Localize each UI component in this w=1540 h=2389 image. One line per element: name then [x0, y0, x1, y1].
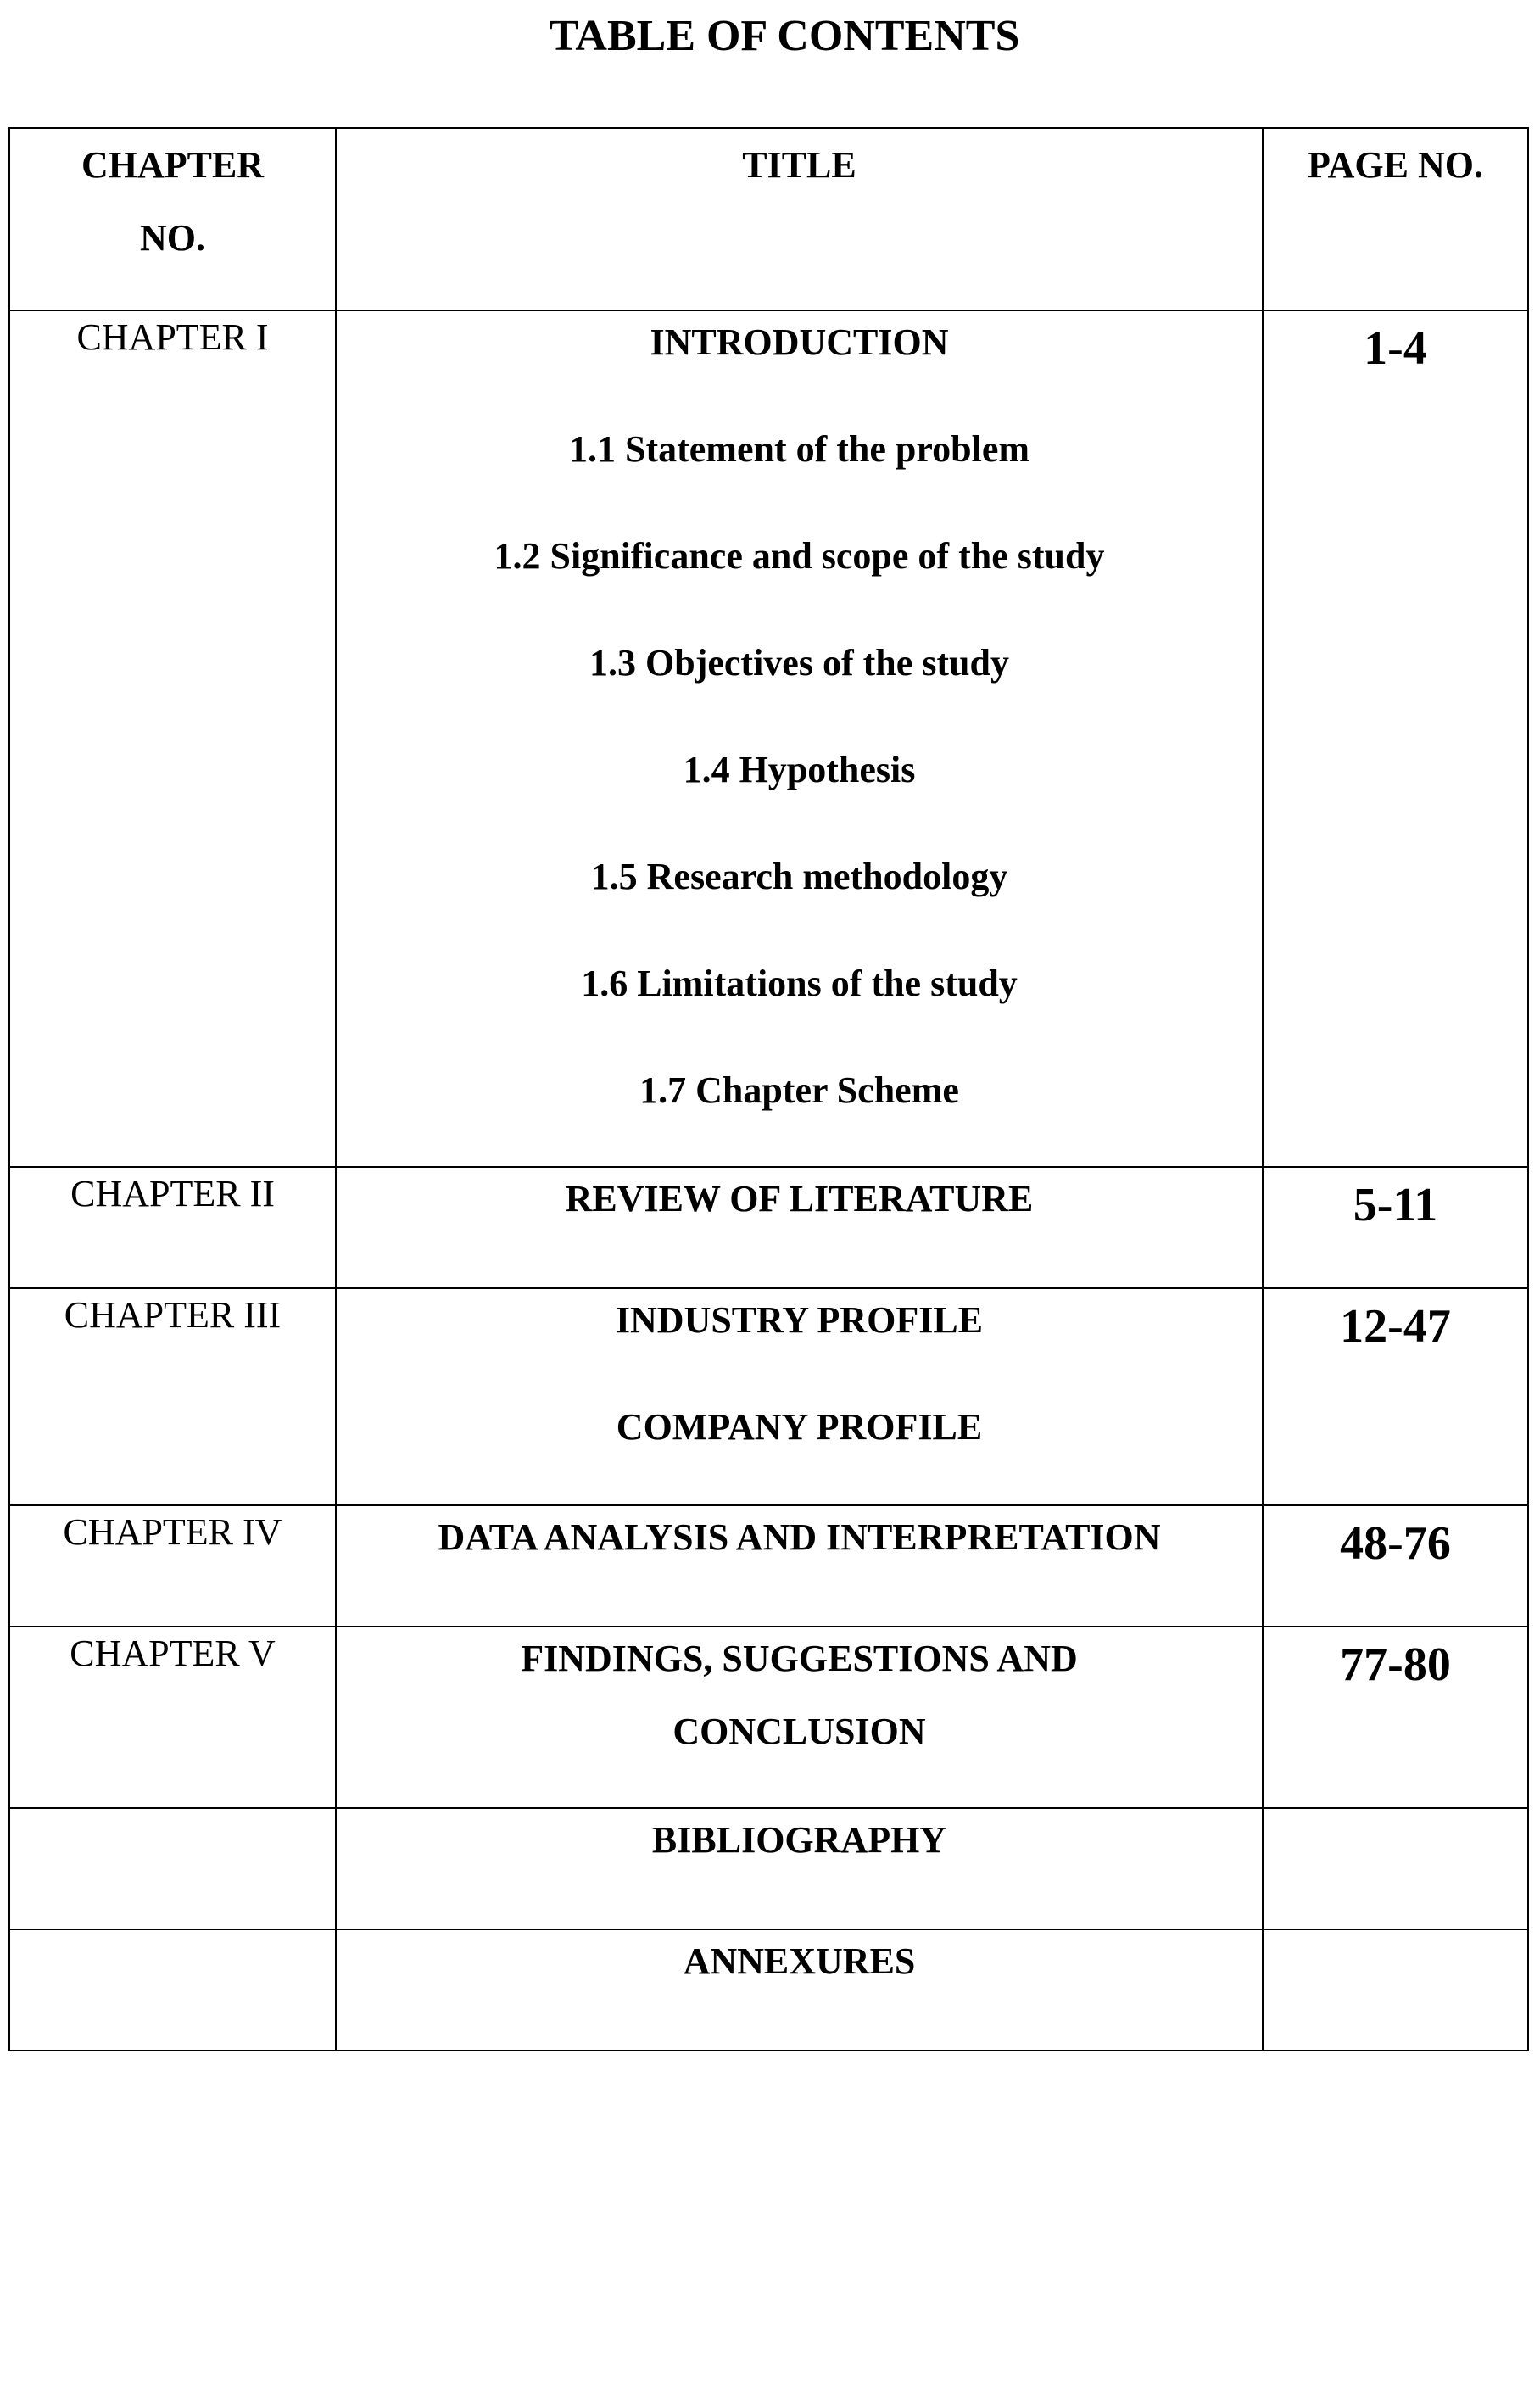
title-cell: [336, 1627, 1263, 1808]
toc-row: [9, 1929, 1528, 2051]
page-range: 48-76: [1340, 1517, 1451, 1570]
pages-cell: [1263, 1808, 1528, 1929]
pages-cell: [1263, 1627, 1528, 1808]
chapter-cell: [9, 1808, 336, 1929]
page-title: TABLE OF CONTENTS: [549, 12, 1020, 60]
chapter-label: CHAPTER V: [70, 1633, 276, 1674]
header-chapter-no-label: CHAPTER NO.: [81, 144, 265, 259]
chapter-cell: [9, 1288, 336, 1505]
title-cell: [336, 310, 1263, 1167]
title-line: BIBLIOGRAPHY: [651, 1819, 947, 1861]
header-chapter-no: [9, 128, 336, 310]
title-line: 1.6 Limitations of the study: [581, 963, 1018, 1004]
title-line: 1.3 Objectives of the study: [589, 642, 1009, 684]
chapter-label: CHAPTER II: [70, 1173, 275, 1214]
title-cell: [336, 1288, 1263, 1505]
page-range: 1-4: [1364, 322, 1427, 375]
chapter-cell: [9, 1167, 336, 1288]
title-line: 1.5 Research methodology: [590, 856, 1008, 897]
chapter-cell: [9, 1929, 336, 2051]
title-line: 1.7 Chapter Scheme: [639, 1069, 959, 1111]
toc-row: [9, 1288, 1528, 1505]
title-line: 1.4 Hypothesis: [683, 749, 916, 790]
chapter-label: CHAPTER IV: [63, 1511, 282, 1553]
chapter-cell: [9, 310, 336, 1167]
chapter-cell: [9, 1505, 336, 1627]
title-cell: [336, 1505, 1263, 1627]
pages-cell: [1263, 1288, 1528, 1505]
pages-cell: [1263, 310, 1528, 1167]
toc-row: [9, 1167, 1528, 1288]
page-range: 77-80: [1340, 1638, 1451, 1691]
page-range: 12-47: [1340, 1300, 1451, 1353]
toc-row: [9, 1505, 1528, 1627]
chapter-label: CHAPTER I: [76, 316, 269, 358]
chapter-label: CHAPTER III: [64, 1294, 282, 1336]
header-title: TITLE: [336, 128, 1263, 310]
toc-header-row: [9, 128, 1528, 310]
title-line: 1.2 Significance and scope of the study: [494, 535, 1105, 577]
header-page-no: PAGE NO.: [1263, 128, 1528, 310]
title-cell: [336, 1808, 1263, 1929]
chapter-cell: [9, 1627, 336, 1808]
title-line: INDUSTRY PROFILE: [615, 1299, 984, 1341]
toc-table: [8, 127, 1529, 2051]
toc-row: [9, 1627, 1528, 1808]
toc-row: [9, 1808, 1528, 1929]
title-line: 1.1 Statement of the problem: [569, 428, 1029, 470]
title-line: INTRODUCTION: [650, 321, 949, 363]
title-line: DATA ANALYSIS AND INTERPRETATION: [438, 1516, 1161, 1558]
title-cell: [336, 1929, 1263, 2051]
toc-row: [9, 310, 1528, 1167]
page-range: 5-11: [1353, 1179, 1438, 1231]
pages-cell: [1263, 1929, 1528, 2051]
title-line: REVIEW OF LITERATURE: [565, 1178, 1034, 1220]
pages-cell: [1263, 1505, 1528, 1627]
title-line: FINDINGS, SUGGESTIONS AND CONCLUSION: [521, 1638, 1078, 1752]
title-cell: [336, 1167, 1263, 1288]
title-line: ANNEXURES: [683, 1940, 916, 1982]
title-line: COMPANY PROFILE: [616, 1406, 983, 1448]
pages-cell: [1263, 1167, 1528, 1288]
